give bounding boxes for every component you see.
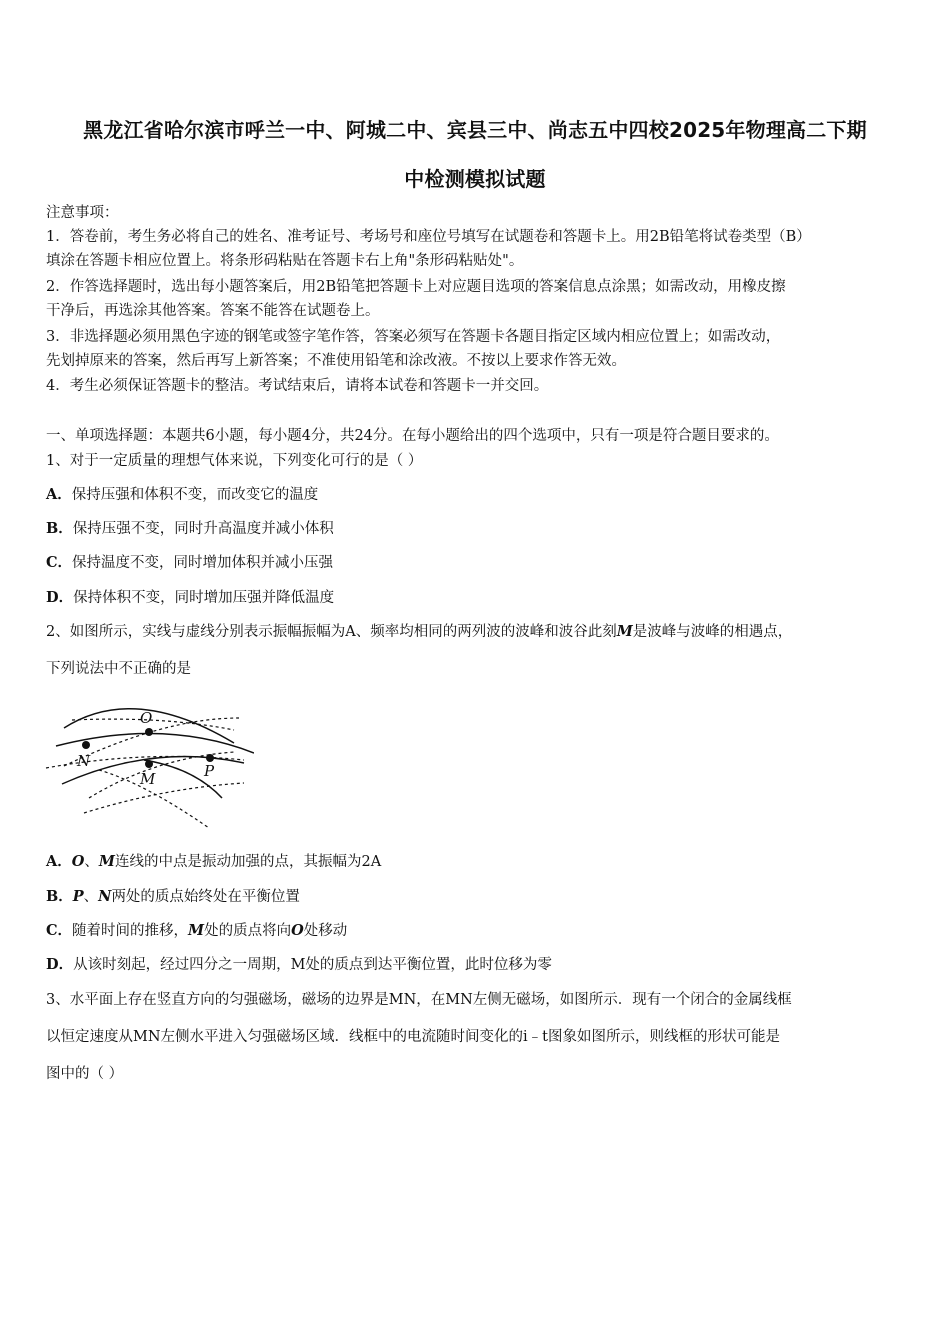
option-text: 随着时间的推移， [72, 923, 189, 939]
question-1-option-d [46, 588, 334, 608]
question-1-option-b [46, 519, 334, 539]
option-text: 连线的中点是振动加强的点，其振幅为2A [114, 854, 382, 870]
var-m: M [98, 853, 115, 870]
exam-title-line2: 中检测模拟试题 [404, 167, 546, 191]
label-o: O [140, 709, 153, 727]
option-label: B． [46, 888, 73, 905]
wave-interference-figure [44, 688, 254, 833]
option-text: 处的质点将向 [204, 923, 292, 939]
question-3-line1: 3、水平面上存在竖直方向的匀强磁场，磁场的边界是MN，在MN左侧无磁场，如图所示．现有一个闭合的金属线框 [46, 992, 792, 1008]
var-m: M [188, 922, 205, 939]
option-text: 保持压强不变，同时升高温度并减小体积 [72, 521, 334, 537]
var-p: P [72, 888, 84, 905]
option-label: D． [46, 589, 74, 606]
option-text: 、 [83, 889, 99, 905]
question-2-option-a [46, 852, 381, 872]
question-2-option-c [46, 921, 347, 941]
option-text: 保持温度不变，同时增加体积并减小压强 [72, 555, 334, 571]
exam-title-line1: 黑龙江省哈尔滨市呼兰一中、阿城二中、宾县三中、尚志五中四校2025年物理高二下期 [83, 118, 867, 142]
notice-line-4: 干净后，再选涂其他答案。答案不能答在试题卷上。 [46, 303, 380, 319]
question-3-line2: 以恒定速度从MN左侧水平进入匀强磁场区域．线框中的电流随时间变化的i﹣t图象如图所示，则线框的形状可能是 [46, 1029, 780, 1045]
point-o [145, 728, 153, 736]
question-2-option-d [46, 955, 552, 975]
option-text: 、 [84, 854, 99, 870]
label-n: N [77, 752, 91, 770]
notice-line-1: 1．答卷前，考生务必将自己的姓名、准考证号、考场号和座位号填写在试题卷和答题卡上。用2B铅笔将试卷类型（B） [46, 229, 811, 245]
question-1-stem: 1、对于一定质量的理想气体来说，下列变化可行的是（ ） [46, 453, 423, 469]
notice-heading: 注意事项： [46, 205, 119, 221]
section-1-heading: 一、单项选择题：本题共6小题，每小题4分，共24分。在每小题给出的四个选项中，只有一项是符合题目要求的。 [46, 428, 779, 444]
notice-line-5: 3．非选择题必须用黑色字迹的钢笔或签字笔作答，答案必须写在答题卡各题目指定区域内相应位置上；如需改动， [46, 329, 781, 345]
question-1-option-c [46, 553, 333, 573]
label-p: P [204, 762, 215, 780]
notice-line-6: 先划掉原来的答案，然后再写上新答案；不准使用铅笔和涂改液。不按以上要求作答无效。 [46, 353, 626, 369]
label-m: M [140, 770, 156, 788]
option-label: C． [46, 554, 73, 571]
question-3-line3: 图中的（ ） [46, 1066, 124, 1082]
stem-point-m: M [616, 623, 633, 640]
notice-line-2: 填涂在答题卡相应位置上。将条形码粘贴在答题卡右上角"条形码粘贴处"。 [46, 253, 524, 269]
notice-line-3: 2．作答选择题时，选出每小题答案后，用2B铅笔把答题卡上对应题目选项的答案信息点涂黑；如需改动，用橡皮擦 [46, 279, 786, 295]
point-n [82, 741, 90, 749]
option-text: 保持体积不变，同时增加压强并降低温度 [73, 590, 335, 606]
var-o: O [291, 922, 304, 939]
trough-line [84, 783, 244, 813]
notice-line-7: 4．考生必须保证答题卡的整洁。考试结束后，请将本试卷和答题卡一并交回。 [46, 378, 549, 394]
question-2-stem-line2: 下列说法中不正确的是 [46, 661, 191, 677]
option-text: 从该时刻起，经过四分之一周期，M处的质点到达平衡位置，此时位移为零 [73, 957, 552, 973]
option-text: 两处的质点始终处在平衡位置 [111, 889, 300, 905]
var-n: N [98, 888, 112, 905]
option-label: A． [46, 853, 72, 870]
stem-text: 是波峰与波峰的相遇点， [632, 624, 793, 640]
trough-line [72, 719, 234, 730]
stem-text: 2、如图所示，实线与虚线分别表示振幅振幅为A、频率均相同的两列波的波峰和波谷此刻 [46, 624, 617, 640]
question-2-option-b [46, 887, 300, 907]
question-2-stem [46, 622, 792, 642]
var-o: O [71, 853, 85, 870]
option-label: A． [46, 486, 72, 503]
point-m [145, 760, 153, 768]
question-1-option-a [46, 485, 318, 505]
point-p [206, 754, 214, 762]
option-label: B． [46, 520, 73, 537]
option-text: 处移动 [303, 923, 348, 939]
option-text: 保持压强和体积不变，而改变它的温度 [71, 487, 319, 503]
option-label: C． [46, 922, 73, 939]
option-label: D． [46, 956, 74, 973]
trough-line [46, 756, 244, 768]
